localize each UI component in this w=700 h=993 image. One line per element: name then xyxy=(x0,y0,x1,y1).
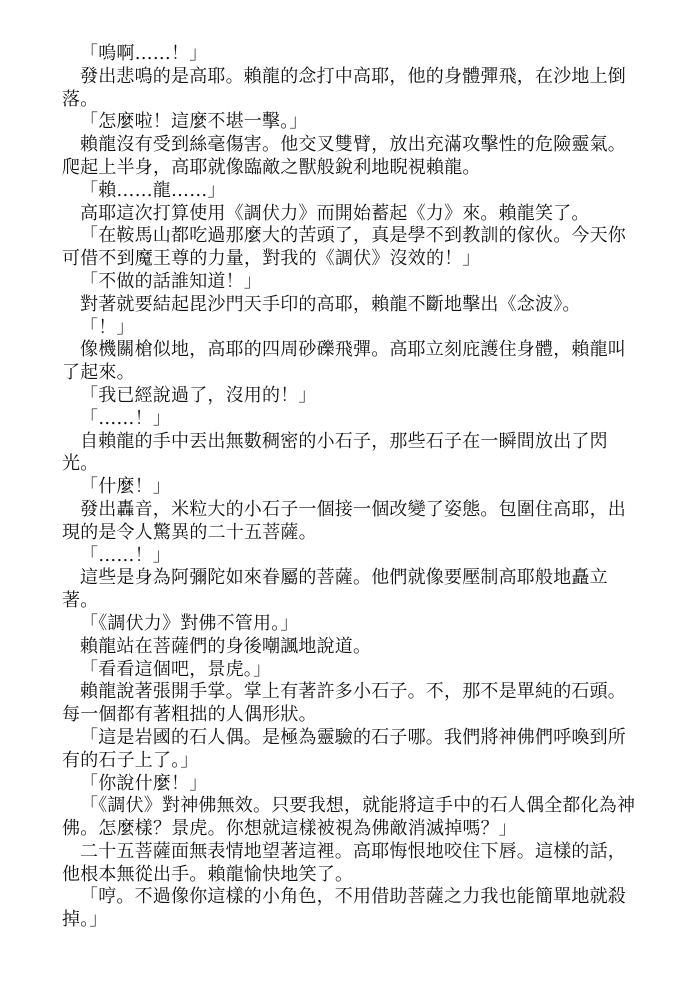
paragraph: 「在鞍馬山都吃過那麼大的苦頭了，真是學不到教訓的傢伙。今天你可借不到魔王尊的力量，對我的《調伏》沒效的！」 xyxy=(62,225,626,270)
paragraph: 賴龍說著張開手掌。掌上有著許多小石子。不，那不是單純的石頭。每一個都有著粗拙的人偶形狀。 xyxy=(62,681,626,726)
paragraph: 「看看這個吧，景虎。」 xyxy=(80,658,272,680)
paragraph: 「賴……龍……」 xyxy=(80,179,226,201)
paragraph: 發出轟音，米粒大的小石子一個接一個改變了姿態。包圍住高耶，出現的是令人驚異的二十五菩薩。 xyxy=(62,498,626,543)
paragraph: 自賴龍的手中丟出無數稠密的小石子，那些石子在一瞬間放出了閃光。 xyxy=(62,430,608,475)
paragraph: 「哼。不過像你這樣的小角色，不用借助菩薩之力我也能簡單地就殺掉。」 xyxy=(62,886,626,931)
paragraph: 「！」 xyxy=(80,316,135,338)
paragraph: 高耶這次打算使用《調伏力》而開始蓄起《力》來。賴龍笑了。 xyxy=(80,202,590,224)
paragraph: 「怎麼啦！這麼不堪一擊。」 xyxy=(80,111,308,133)
paragraph: 「你說什麼！」 xyxy=(80,772,208,794)
paragraph: 像機關槍似地，高耶的四周砂礫飛彈。高耶立刻庇護住身體，賴龍叫了起來。 xyxy=(62,339,626,384)
paragraph: 「什麼！」 xyxy=(80,476,171,498)
paragraph: 賴龍站在菩薩們的身後嘲諷地說道。 xyxy=(80,635,372,657)
paragraph: 「我已經說過了，沒用的！」 xyxy=(80,384,317,406)
paragraph: 「這是岩國的石人偶。是極為靈驗的石子哪。我們將神佛們呼喚到所有的石子上了。」 xyxy=(62,726,626,771)
paragraph: 「不做的話誰知道！」 xyxy=(80,270,262,292)
paragraph: 「《調伏力》對佛不管用。」 xyxy=(80,612,299,634)
paragraph: 「……！」 xyxy=(80,407,171,429)
paragraph: 這些是身為阿彌陀如來眷屬的菩薩。他們就像要壓制高耶般地矗立著。 xyxy=(62,567,608,612)
paragraph: 對著就要結起毘沙門天手印的高耶，賴龍不斷地擊出《念波》。 xyxy=(80,293,581,315)
paragraph: 賴龍沒有受到絲毫傷害。他交叉雙臂，放出充滿攻擊性的危險靈氣。爬起上半身，高耶就像臨敵之獸般銳利地睨視賴龍。 xyxy=(62,134,626,178)
paragraph: 「《調伏》對神佛無效。只要我想，就能將這手中的石人偶全都化為神佛。怎麼樣？景虎。你想就這樣被視為佛敵消滅掉嗎？」 xyxy=(62,795,636,840)
paragraph: 發出悲鳴的是高耶。賴龍的念打中高耶，他的身體彈飛，在沙地上倒落。 xyxy=(62,65,626,110)
paragraph: 「嗚啊……！」 xyxy=(80,43,208,64)
paragraph: 二十五菩薩面無表情地望著這裡。高耶悔恨地咬住下唇。這樣的話，他根本無從出手。賴龍愉快地笑了。 xyxy=(62,840,626,885)
body-text xyxy=(62,43,637,932)
paragraph: 「……！」 xyxy=(80,544,171,566)
